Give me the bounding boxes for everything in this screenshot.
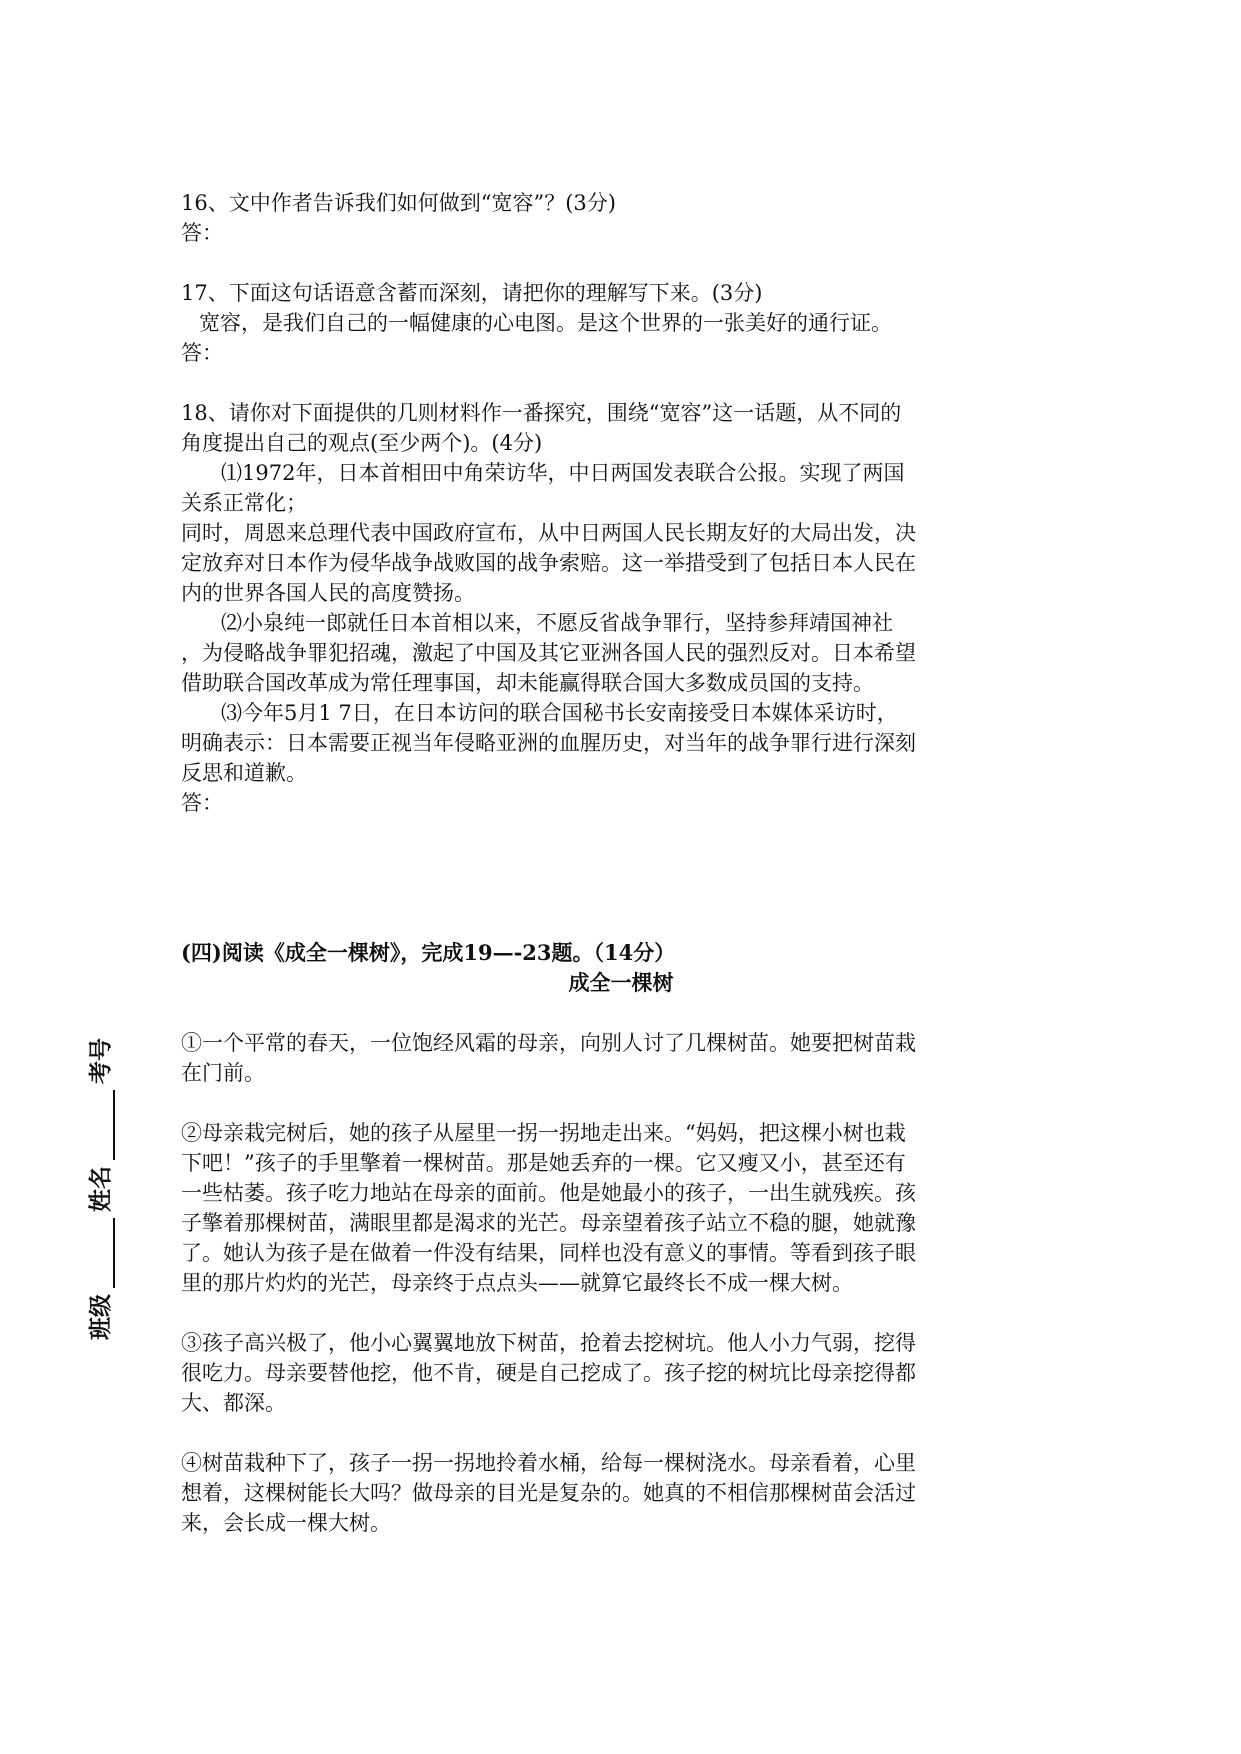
q18-material-1-line: ⑴1972年，日本首相田中角荣访华，中日两国发表联合公报。实现了两国 [221, 461, 905, 485]
q18-answer-label: 答： [181, 791, 223, 815]
exam-content [181, 188, 1061, 1538]
spacer [181, 998, 1061, 1028]
spacer [181, 1088, 1061, 1118]
story-paragraph-4-line: ④树苗栽种下了，孩子一拐一拐地拎着水桶，给每一棵树浇水。母亲看着，心里 [181, 1451, 916, 1475]
q18-material-1-line: 内的世界各国人民的高度赞扬。 [181, 581, 475, 605]
spacer [181, 248, 1061, 278]
q18-material-1-line: 同时，周恩来总理代表中国政府宣布，从中日两国人民长期友好的大局出发，决 [181, 521, 916, 545]
q18-material-2-line: 借助联合国改革成为常任理事国，却未能赢得联合国大多数成员国的支持。 [181, 671, 874, 695]
q18-material-3-line: 反思和道歉。 [181, 761, 307, 785]
q17-quote: 宽容，是我们自己的一幅健康的心电图。是这个世界的一张美好的通行证。 [199, 311, 892, 335]
q18-material-3-line: ⑶今年5月1 7日，在日本访问的联合国秘书长安南接受日本媒体采访时， [221, 701, 898, 725]
q18-question-line: 角度提出自己的观点(至少两个)。(4分) [181, 431, 543, 455]
q16-answer-label: 答： [181, 221, 223, 245]
student-info-fields [85, 980, 115, 1340]
binding-margin [80, 985, 114, 1340]
story-paragraph-1-line: ①一个平常的春天，一位饱经风霜的母亲，向别人讨了几棵树苗。她要把树苗栽 [181, 1031, 916, 1055]
q18-material-3-line: 明确表示：日本需要正视当年侵略亚洲的血腥历史，对当年的战争罪行进行深刻 [181, 731, 916, 755]
q18-material-1-line: 定放弃对日本作为侵华战争战败国的战争索赔。这一举措受到了包括日本人民在 [181, 551, 916, 575]
story-paragraph-2-line: ②母亲栽完树后，她的孩子从屋里一拐一拐地走出来。“妈妈，把这棵小树也栽 [181, 1121, 906, 1145]
story-paragraph-2-line: 一些枯萎。孩子吃力地站在母亲的面前。他是她最小的孩子，一出生就残疾。孩 [181, 1181, 916, 1205]
story-paragraph-4-line: 来，会长成一棵大树。 [181, 1511, 391, 1535]
spacer [181, 818, 1061, 938]
spacer [181, 368, 1061, 398]
class-label: 班级 [88, 1294, 114, 1340]
q18-material-1-line: 关系正常化； [181, 491, 307, 515]
spacer [181, 1418, 1061, 1448]
exam-number-label: 考号 [88, 1038, 114, 1084]
spacer [181, 1298, 1061, 1328]
story-paragraph-2-line: 里的那片灼灼的光芒，母亲终于点点头——就算它最终长不成一棵大树。 [181, 1271, 853, 1295]
story-paragraph-4-line: 想着，这棵树能长大吗？做母亲的目光是复杂的。她真的不相信那棵树苗会活过 [181, 1481, 916, 1505]
story-paragraph-1-line: 在门前。 [181, 1061, 265, 1085]
q17-question: 17、下面这句话语意含蓄而深刻，请把你的理解写下来。(3分) [181, 281, 763, 305]
story-title: 成全一棵树 [568, 970, 674, 995]
q17-answer-label: 答： [181, 341, 223, 365]
story-paragraph-2-line: 了。她认为孩子是在做着一件没有结果，同样也没有意义的事情。等看到孩子眼 [181, 1241, 916, 1265]
name-blank [95, 1090, 115, 1160]
class-blank [95, 1218, 115, 1288]
q18-question-line: 18、请你对下面提供的几则材料作一番探究，围绕“宽容”这一话题，从不同的 [181, 401, 902, 425]
q16-question: 16、文中作者告诉我们如何做到“宽容”？(3分) [181, 191, 616, 215]
story-paragraph-3-line: ③孩子高兴极了，他小心翼翼地放下树苗，抢着去挖树坑。他人小力气弱，挖得 [181, 1331, 916, 1355]
q18-material-2-line: ⑵小泉纯一郎就任日本首相以来，不愿反省战争罪行，坚持参拜靖国神社 [221, 611, 893, 635]
story-paragraph-3-line: 很吃力。母亲要替他挖，他不肯，硬是自己挖成了。孩子挖的树坑比母亲挖得都 [181, 1361, 916, 1385]
story-paragraph-3-line: 大、都深。 [181, 1391, 286, 1415]
story-paragraph-2-line: 下吧！”孩子的手里擎着一棵树苗。那是她丢弃的一棵。它又瘦又小，甚至还有 [181, 1151, 906, 1175]
story-paragraph-2-line: 子擎着那棵树苗，满眼里都是渴求的光芒。母亲望着孩子站立不稳的腿，她就豫 [181, 1211, 916, 1235]
section-heading: (四)阅读《成全一棵树》，完成19—-23题。（14分） [181, 940, 676, 965]
name-label: 姓名 [88, 1166, 114, 1212]
q18-material-2-line: ，为侵略战争罪犯招魂，激起了中国及其它亚洲各国人民的强烈反对。日本希望 [181, 641, 916, 665]
